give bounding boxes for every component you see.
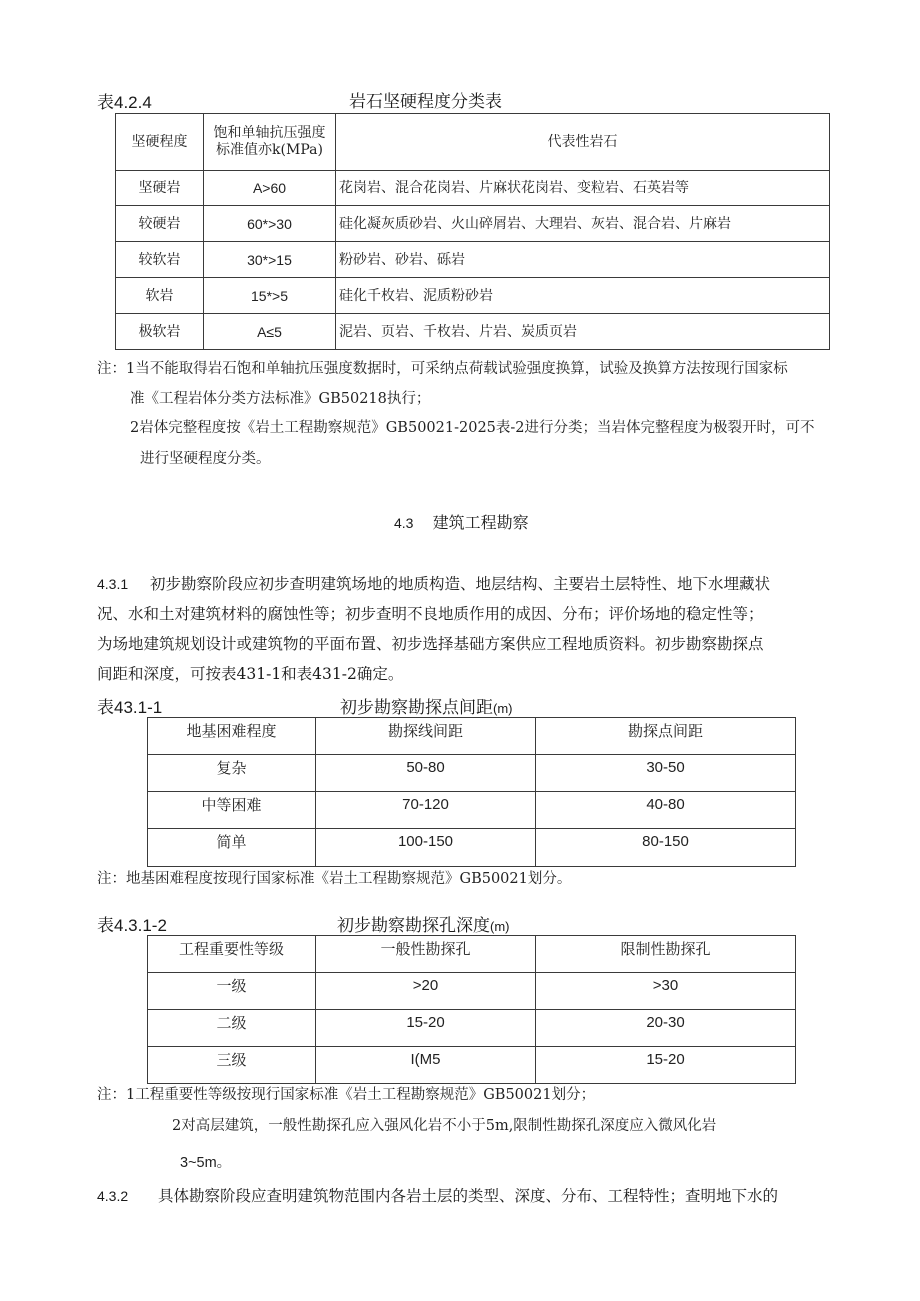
table-4311-title xyxy=(340,693,513,718)
header-cell: 限制性勘探孔 xyxy=(536,936,796,973)
caption-title-text: 初步勘察勘探孔深度 xyxy=(337,916,490,936)
rocks-cell: 泥岩、页岩、千枚岩、片岩、炭质页岩 xyxy=(336,314,830,350)
difficulty-cell: 中等困难 xyxy=(148,792,316,829)
table-424-label: 表4.2.4 xyxy=(97,93,152,112)
table-row xyxy=(116,242,830,278)
rocks-cell: 粉砂岩、砂岩、砾岩 xyxy=(336,242,830,278)
section-number: 4.3 xyxy=(394,515,414,531)
clause-text: 具体勘察阶段应查明建筑物范围内各岩土层的类型、深度、分布、工程特性；查明地下水的 xyxy=(158,1187,779,1205)
table-4311-note: 注：地基困难程度按现行国家标准《岩土工程勘察规范》GB50021划分。 xyxy=(97,871,572,887)
section-heading xyxy=(394,510,529,533)
caption-unit: (m) xyxy=(493,701,513,716)
table-row xyxy=(148,1010,796,1047)
header-cell: 地基困难程度 xyxy=(148,718,316,755)
header-cell: 代表性岩石 xyxy=(336,114,830,171)
point-spacing-cell: 30-50 xyxy=(536,755,796,792)
table-header-row xyxy=(148,718,796,755)
difficulty-cell: 简单 xyxy=(148,829,316,867)
control-borehole-cell: 20-30 xyxy=(536,1010,796,1047)
table-row xyxy=(148,755,796,792)
table-header-row xyxy=(116,114,830,171)
clause-number: 4.3.1 xyxy=(97,576,129,592)
table-row xyxy=(116,314,830,350)
grade-cell: 三级 xyxy=(148,1047,316,1084)
table-header-row xyxy=(148,936,796,973)
general-borehole-cell: >20 xyxy=(316,973,536,1010)
table-4312-note-2: 2对高层建筑，一般性勘探孔应入强风化岩不小于5m,限制性勘探孔深度应入微风化岩 xyxy=(172,1118,717,1134)
strength-cell: 60*>30 xyxy=(204,206,336,242)
section-title: 建筑工程勘察 xyxy=(432,513,529,532)
rocks-cell: 硅化凝灰质砂岩、火山碎屑岩、大理岩、灰岩、混合岩、片麻岩 xyxy=(336,206,830,242)
table-row xyxy=(116,206,830,242)
exploration-spacing-table xyxy=(147,717,796,867)
borehole-depth-table xyxy=(147,935,796,1084)
header-cell: 工程重要性等级 xyxy=(148,936,316,973)
table-424-note-2: 2岩体完整程度按《岩土工程勘察规范》GB50021-2025表-2进行分类；当岩体完整程度为极裂开时，可不 xyxy=(130,420,815,436)
table-4312-label: 表4.3.1-2 xyxy=(97,916,167,935)
clause-431-line-3: 为场地建筑规划设计或建筑物的平面布置、初步选择基础方案供应工程地质资料。初步勘察勘探点 xyxy=(97,635,764,653)
clause-number: 4.3.2 xyxy=(97,1188,129,1204)
clause-431-line-1 xyxy=(97,572,770,594)
strength-cell: 30*>15 xyxy=(204,242,336,278)
clause-432-line-1 xyxy=(97,1184,778,1206)
table-4311-label: 表43.1-1 xyxy=(97,698,163,717)
header-cell: 勘探线间距 xyxy=(316,718,536,755)
table-row xyxy=(116,171,830,206)
table-4312-note-2-cont: 3~5m。 xyxy=(180,1155,232,1171)
table-row xyxy=(148,792,796,829)
rocks-cell: 花岗岩、混合花岗岩、片麻状花岗岩、变粒岩、石英岩等 xyxy=(336,171,830,206)
header-cell xyxy=(204,114,336,171)
control-borehole-cell: >30 xyxy=(536,973,796,1010)
clause-431-line-4: 间距和深度，可按表431-1和表431-2确定。 xyxy=(97,665,404,683)
point-spacing-cell: 80-150 xyxy=(536,829,796,867)
grade-cell: 较软岩 xyxy=(116,242,204,278)
strength-cell: A≤5 xyxy=(204,314,336,350)
caption-title-text: 初步勘察勘探点间距 xyxy=(340,698,493,718)
grade-cell: 极软岩 xyxy=(116,314,204,350)
header-cell: 一般性勘探孔 xyxy=(316,936,536,973)
table-4312-note-1: 注：1工程重要性等级按现行国家标准《岩土工程勘察规范》GB50021划分； xyxy=(97,1087,596,1103)
grade-cell: 软岩 xyxy=(116,278,204,314)
point-spacing-cell: 40-80 xyxy=(536,792,796,829)
table-424-note-2-cont: 进行坚硬程度分类。 xyxy=(140,451,271,467)
table-row xyxy=(148,973,796,1010)
header-cell: 坚硬程度 xyxy=(116,114,204,171)
strength-cell: A>60 xyxy=(204,171,336,206)
line-spacing-cell: 70-120 xyxy=(316,792,536,829)
table-424-note-1: 注：1当不能取得岩石饱和单轴抗压强度数据时，可采纳点荷载试验强度换算，试验及换算方法按现行国家标 xyxy=(97,361,788,377)
clause-431-line-2: 况、水和土对建筑材料的腐蚀性等；初步查明不良地质作用的成因、分布；评价场地的稳定性等； xyxy=(97,605,764,623)
line-spacing-cell: 100-150 xyxy=(316,829,536,867)
grade-cell: 较硬岩 xyxy=(116,206,204,242)
general-borehole-cell: I(M5 xyxy=(316,1047,536,1084)
rocks-cell: 硅化千枚岩、泥质粉砂岩 xyxy=(336,278,830,314)
table-row xyxy=(116,278,830,314)
table-424-title: 岩石坚硬程度分类表 xyxy=(349,92,502,112)
clause-text: 初步勘察阶段应初步查明建筑场地的地质构造、地层结构、主要岩土层特性、地下水埋藏状 xyxy=(150,575,771,593)
difficulty-cell: 复杂 xyxy=(148,755,316,792)
table-424-note-1-cont: 准《工程岩体分类方法标准》GB50218执行； xyxy=(130,391,431,407)
rock-hardness-table xyxy=(115,113,830,350)
table-row xyxy=(148,1047,796,1084)
general-borehole-cell: 15-20 xyxy=(316,1010,536,1047)
strength-cell: 15*>5 xyxy=(204,278,336,314)
header-line: 标准值亦k(MPa) xyxy=(216,142,323,158)
table-4312-title xyxy=(337,911,510,936)
header-cell: 勘探点间距 xyxy=(536,718,796,755)
grade-cell: 一级 xyxy=(148,973,316,1010)
table-row xyxy=(148,829,796,867)
line-spacing-cell: 50-80 xyxy=(316,755,536,792)
control-borehole-cell: 15-20 xyxy=(536,1047,796,1084)
grade-cell: 二级 xyxy=(148,1010,316,1047)
header-line: 饱和单轴抗压强度 xyxy=(213,125,326,141)
caption-unit: (m) xyxy=(490,919,510,934)
grade-cell: 坚硬岩 xyxy=(116,171,204,206)
